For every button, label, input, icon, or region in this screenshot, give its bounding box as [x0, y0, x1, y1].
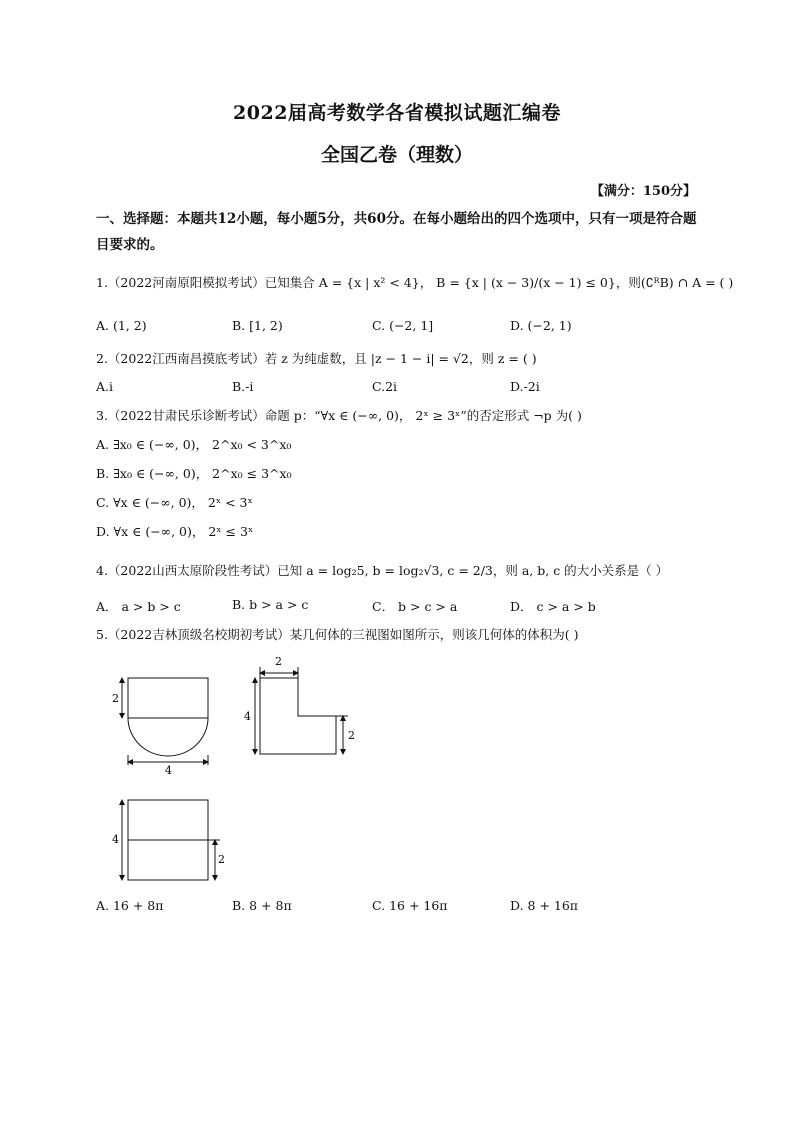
side-height-label: 4	[244, 710, 251, 723]
question-5-stem: 5.（2022吉林顶级名校期初考试）某几何体的三视图如图所示，则该几何体的体积为( )	[96, 627, 579, 642]
q2-option-d: D.-2i	[510, 379, 540, 394]
q3-option-c: C. ∀x ∈ (−∞, 0)， 2ˣ < 3ˣ	[96, 495, 253, 510]
section-instructions: 一、选择题：本题共12小题，每小题5分，共60分。在每小题给出的四个选项中，只有一项是符合题目要求的。	[96, 211, 697, 253]
q5-option-a: A. 16 + 8π	[96, 898, 164, 913]
front-view	[112, 678, 208, 777]
q1-option-c: C. (−2, 1]	[372, 318, 434, 333]
side-step-label: 2	[348, 729, 355, 742]
q2-option-c: C.2i	[372, 379, 398, 394]
front-width-label: 4	[165, 764, 172, 777]
question-3-stem: 3.（2022甘肃民乐诊断考试）命题 p：“∀x ∈ (−∞, 0)， 2ˣ ≥ 3ˣ”的否定形式 ¬p 为( )	[96, 408, 582, 423]
full-score: 【满分：150分】	[590, 184, 696, 199]
q4-option-b: B. b > a > c	[232, 597, 309, 612]
q5-option-d: D. 8 + 16π	[510, 898, 579, 913]
q1-option-a: A. (1, 2)	[96, 318, 147, 333]
q3-option-a: A. ∃x₀ ∈ (−∞, 0)， 2^x₀ < 3^x₀	[96, 437, 292, 452]
question-4-stem: 4.（2022山西太原阶段性考试）已知 a = log₂5, b = log₂√3, c = 2/3，则 a, b, c 的大小关系是（ ）	[96, 563, 669, 578]
top-view	[112, 800, 225, 880]
q4-option-a: A． a > b > c	[96, 599, 181, 614]
q1-option-d: D. (−2, 1)	[510, 318, 572, 333]
q4-option-c: C． b > c > a	[372, 599, 458, 614]
document-subtitle: 全国乙卷（理数）	[320, 144, 473, 166]
q5-option-c: C. 16 + 16π	[372, 898, 448, 913]
q3-option-d: D. ∀x ∈ (−∞, 0)， 2ˣ ≤ 3ˣ	[96, 524, 254, 539]
q1-option-b: B. [1, 2)	[232, 318, 283, 333]
side-view	[244, 655, 355, 754]
document-title: 2022届高考数学各省模拟试题汇编卷	[233, 102, 561, 124]
q4-option-d: D． c > a > b	[510, 599, 596, 614]
three-view-figure	[100, 645, 370, 890]
question-1-stem: 1.（2022河南原阳模拟考试）已知集合 A = {x | x² < 4}， B = {x | (x − 3)/(x − 1) ≤ 0}，则(∁ᴿB) ∩ A = ( )	[96, 275, 734, 290]
question-2-stem: 2.（2022江西南昌摸底考试）若 z 为纯虚数，且 |z − 1 − i| = √2，则 z = ( )	[96, 351, 537, 366]
q2-option-b: B.-i	[232, 379, 254, 394]
top-height-label: 4	[112, 833, 119, 846]
q2-option-a: A.i	[96, 379, 113, 394]
front-height-label: 2	[112, 692, 119, 705]
q5-option-b: B. 8 + 8π	[232, 898, 292, 913]
q3-option-b: B. ∃x₀ ∈ (−∞, 0)， 2^x₀ ≤ 3^x₀	[96, 466, 292, 481]
top-step-label: 2	[218, 853, 225, 866]
side-top-label: 2	[275, 655, 282, 668]
